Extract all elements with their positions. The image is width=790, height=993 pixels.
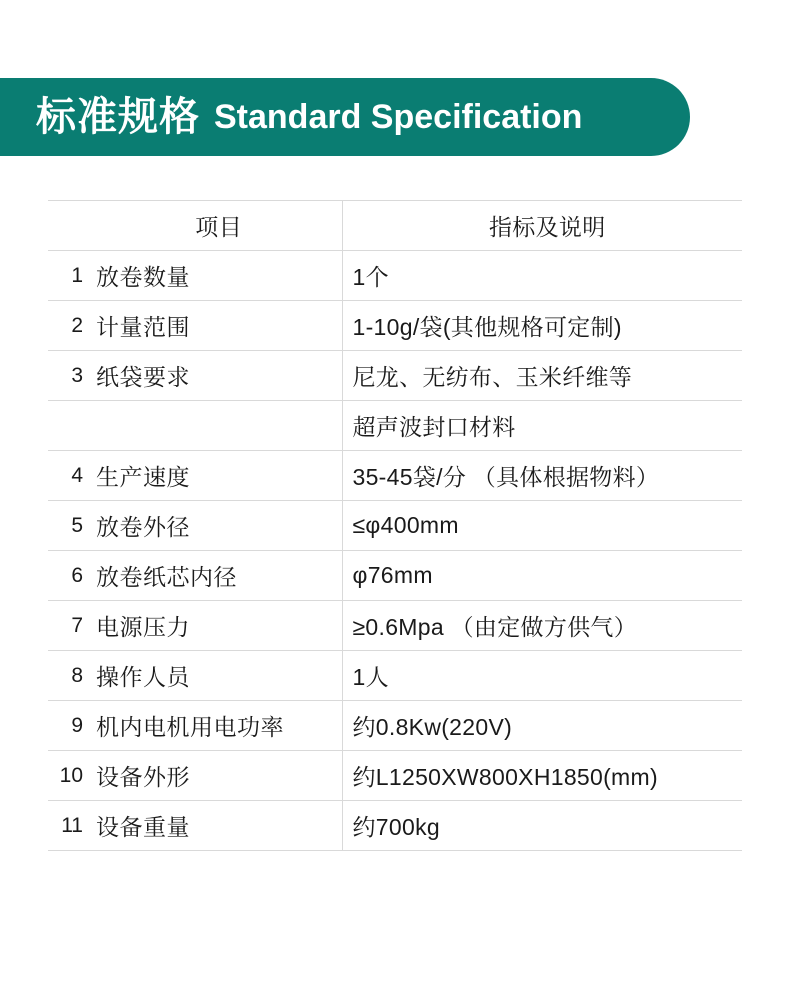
row-number: 1 bbox=[48, 251, 92, 301]
table-row bbox=[48, 451, 742, 501]
row-number: 8 bbox=[48, 651, 92, 701]
row-number bbox=[48, 401, 92, 451]
table-row bbox=[48, 801, 742, 851]
page-title-en: Standard Specification bbox=[214, 98, 583, 136]
table-row bbox=[48, 701, 742, 751]
row-item: 机内电机用电功率 bbox=[92, 701, 342, 751]
header-cell-item: 项目 bbox=[92, 201, 342, 251]
row-item: 放卷外径 bbox=[92, 501, 342, 551]
row-value: 超声波封口材料 bbox=[342, 401, 742, 451]
row-value: ≤φ400mm bbox=[342, 501, 742, 551]
row-number: 5 bbox=[48, 501, 92, 551]
table-row bbox=[48, 751, 742, 801]
table-row bbox=[48, 551, 742, 601]
row-value: 尼龙、无纺布、玉米纤维等 bbox=[342, 351, 742, 401]
row-item: 生产速度 bbox=[92, 451, 342, 501]
row-value: ≥0.6Mpa （由定做方供气） bbox=[342, 601, 742, 651]
row-item: 电源压力 bbox=[92, 601, 342, 651]
header-banner bbox=[0, 78, 690, 156]
row-item: 放卷数量 bbox=[92, 251, 342, 301]
table-row bbox=[48, 651, 742, 701]
row-number: 9 bbox=[48, 701, 92, 751]
header-cell-value: 指标及说明 bbox=[342, 201, 742, 251]
row-item: 计量范围 bbox=[92, 301, 342, 351]
row-value: 1-10g/袋(其他规格可定制) bbox=[342, 301, 742, 351]
table-row bbox=[48, 251, 742, 301]
specification-table bbox=[48, 200, 742, 851]
row-value: 约0.8Kw(220V) bbox=[342, 701, 742, 751]
table-row bbox=[48, 401, 742, 451]
row-item: 纸袋要求 bbox=[92, 351, 342, 401]
table-row bbox=[48, 601, 742, 651]
row-value: 约700kg bbox=[342, 801, 742, 851]
row-number: 3 bbox=[48, 351, 92, 401]
row-number: 11 bbox=[48, 801, 92, 851]
row-value: 35-45袋/分 （具体根据物料） bbox=[342, 451, 742, 501]
row-number: 10 bbox=[48, 751, 92, 801]
table-row bbox=[48, 351, 742, 401]
row-value: 1人 bbox=[342, 651, 742, 701]
row-item bbox=[92, 401, 342, 451]
row-item: 设备外形 bbox=[92, 751, 342, 801]
table-row bbox=[48, 301, 742, 351]
table-header-row bbox=[48, 201, 742, 251]
row-item: 放卷纸芯内径 bbox=[92, 551, 342, 601]
row-value: 1个 bbox=[342, 251, 742, 301]
row-number: 7 bbox=[48, 601, 92, 651]
row-number: 2 bbox=[48, 301, 92, 351]
row-value: φ76mm bbox=[342, 551, 742, 601]
table-row bbox=[48, 501, 742, 551]
row-value: 约L1250XW800XH1850(mm) bbox=[342, 751, 742, 801]
page-title-cn: 标准规格 bbox=[36, 95, 200, 139]
row-item: 设备重量 bbox=[92, 801, 342, 851]
row-number: 4 bbox=[48, 451, 92, 501]
row-number: 6 bbox=[48, 551, 92, 601]
row-item: 操作人员 bbox=[92, 651, 342, 701]
header-cell-number bbox=[48, 201, 92, 251]
